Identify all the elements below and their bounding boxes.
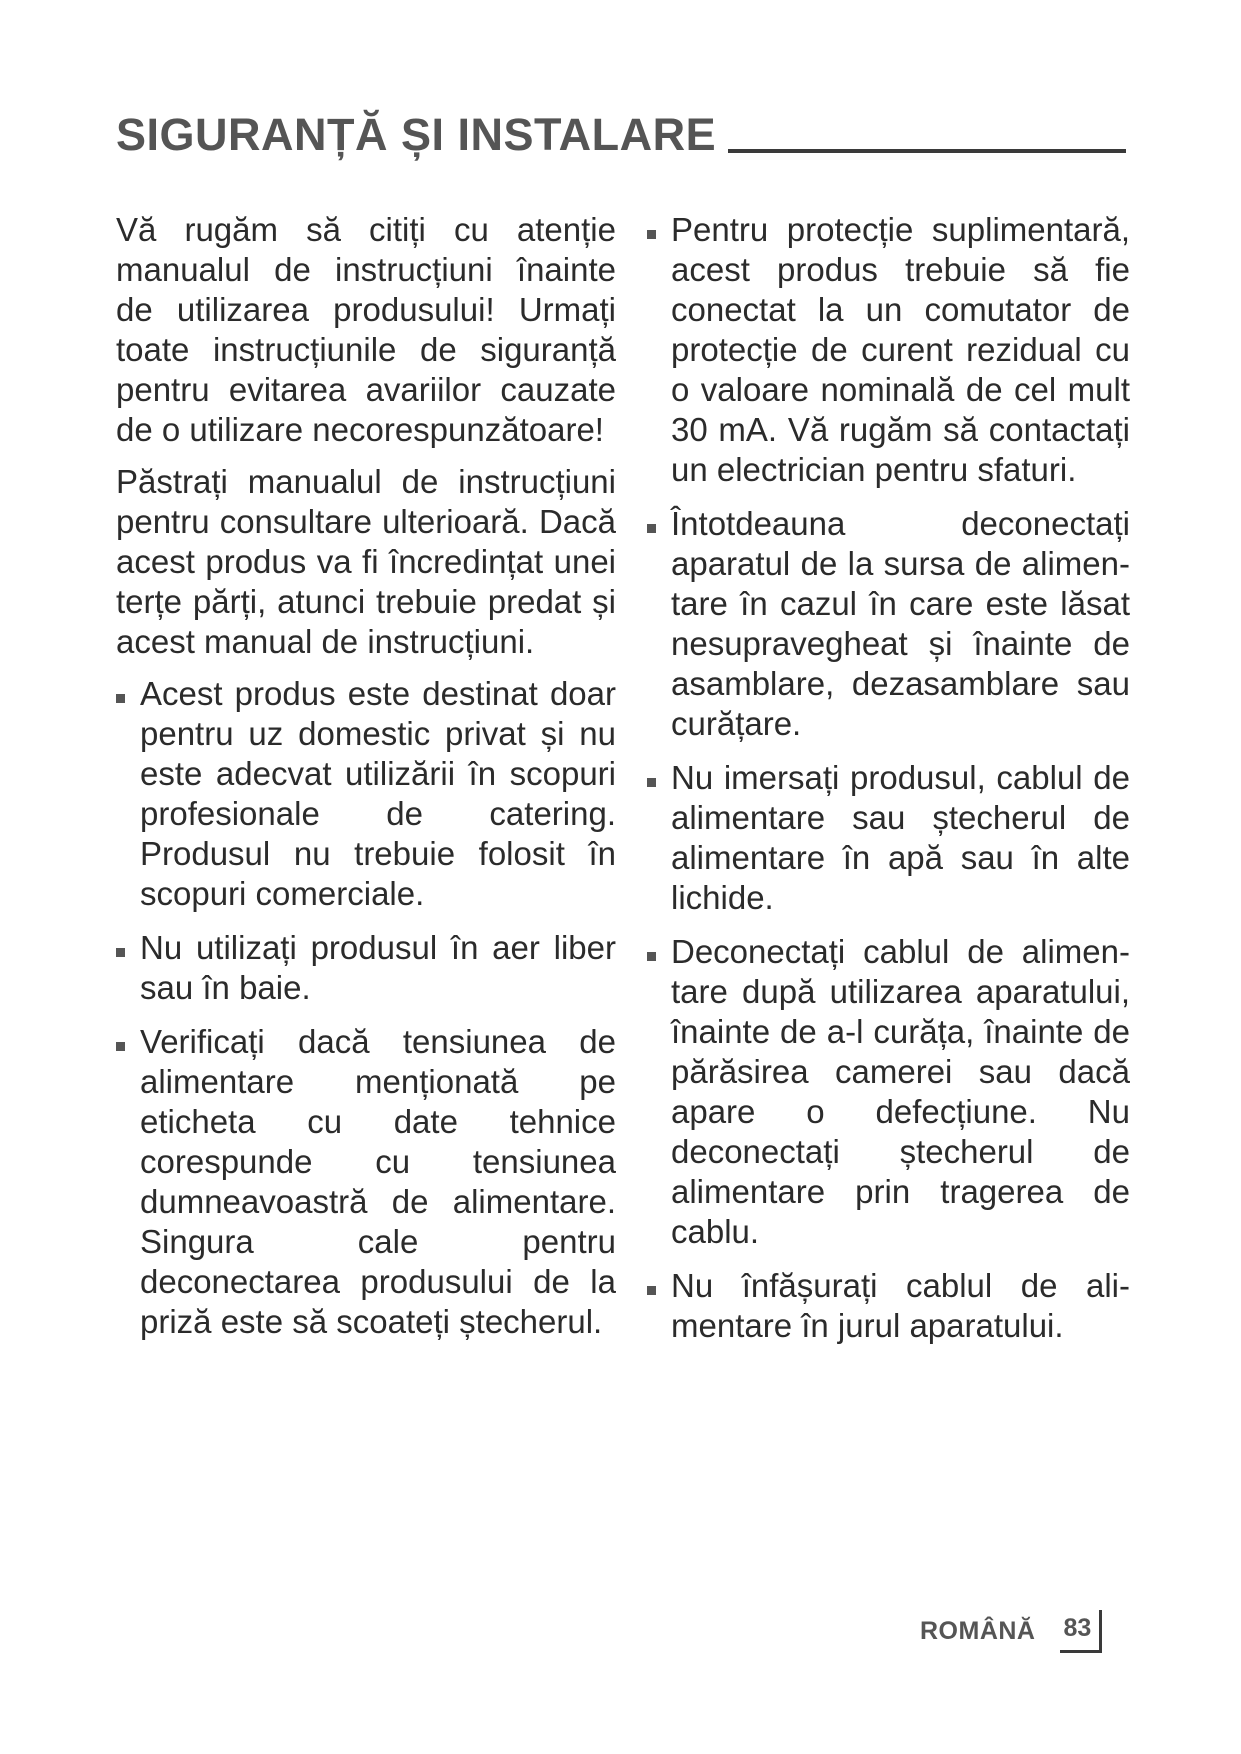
list-item-text: Nu imersați produsul, cablul de alimentare sau ștecherul de alimentare în apă sau în alte lichide. <box>671 759 1130 916</box>
list-item-text: Nu înfășurați cablul de alimentare în jurul aparatului. <box>671 1267 1130 1344</box>
page-footer <box>920 1610 1102 1653</box>
footer-language: ROMÂNĂ <box>920 1617 1036 1645</box>
right-column <box>647 210 1130 1360</box>
bullet-square-icon <box>647 230 656 239</box>
list-item <box>647 932 1130 1252</box>
list-item-text: Pentru protecție suplimentară, acest produs trebuie să fie conectat la un comutator de protecție de curent rezidual cu o valoare nominală de cel mult 30 mA. Vă rugăm să contactați un electrician pentru sfaturi. <box>671 211 1130 488</box>
intro-paragraph: Vă rugăm să citiți cu atenție manualul de instrucțiuni înainte de utilizarea produsului! Urmați toate instrucțiunile de siguranță pentru evitarea avariilor cauzate de o utilizare necorespunzătoare! <box>116 211 616 448</box>
bullet-square-icon <box>647 778 656 787</box>
list-item <box>647 1266 1130 1346</box>
list-item-text: Întotdeauna deconectați aparatul de la sursa de alimentare în cazul în care este lăsat nesupravegheat și înainte de asamblare, dezasamblare sau curățare. <box>671 505 1130 742</box>
list-item-text: Verificați dacă tensiunea de alimentare menționată pe eticheta cu date tehnice corespunde cu tensiunea dumneavoastră de alimentare. Singura cale pentru deconectarea produsului de la priză este să scoateți ștecherul. <box>140 1023 616 1340</box>
left-column <box>116 210 616 1356</box>
title-underline <box>728 149 1126 153</box>
bullet-square-icon <box>116 694 125 703</box>
bullet-square-icon <box>116 948 125 957</box>
list-item-text: Deconectați cablul de alimentare după utilizarea aparatului, înainte de a-l curăța, înainte de părăsirea camerei sau dacă apare o defecțiune. Nu deconectați ștecherul de alimentare prin tragerea de cablu. <box>671 933 1130 1250</box>
list-item-text: Acest produs este destinat doar pentru uz domestic privat și nu este adecvat utilizării în scopuri profesionale de catering. Produsul nu trebuie folosit în scopuri comerciale. <box>140 675 616 912</box>
list-item <box>116 928 616 1008</box>
page-number: 83 <box>1060 1610 1103 1653</box>
bullet-square-icon <box>647 524 656 533</box>
bullet-square-icon <box>647 1286 656 1295</box>
page-title: SIGURANȚĂ ȘI INSTALARE <box>116 109 717 160</box>
list-item-text: Nu utilizați produsul în aer liber sau în baie. <box>140 929 616 1006</box>
bullet-square-icon <box>116 1042 125 1051</box>
list-item <box>647 504 1130 744</box>
page-header <box>116 109 1126 160</box>
list-item <box>116 674 616 914</box>
keep-manual-paragraph: Păstrați manualul de instrucțiuni pentru consultare ulterioară. Dacă acest produs va fi încredințat unei terțe părți, atunci trebuie predat și acest manual de instrucțiuni. <box>116 463 616 660</box>
bullet-square-icon <box>647 952 656 961</box>
list-item <box>647 210 1130 490</box>
list-item <box>647 758 1130 918</box>
list-item <box>116 1022 616 1342</box>
